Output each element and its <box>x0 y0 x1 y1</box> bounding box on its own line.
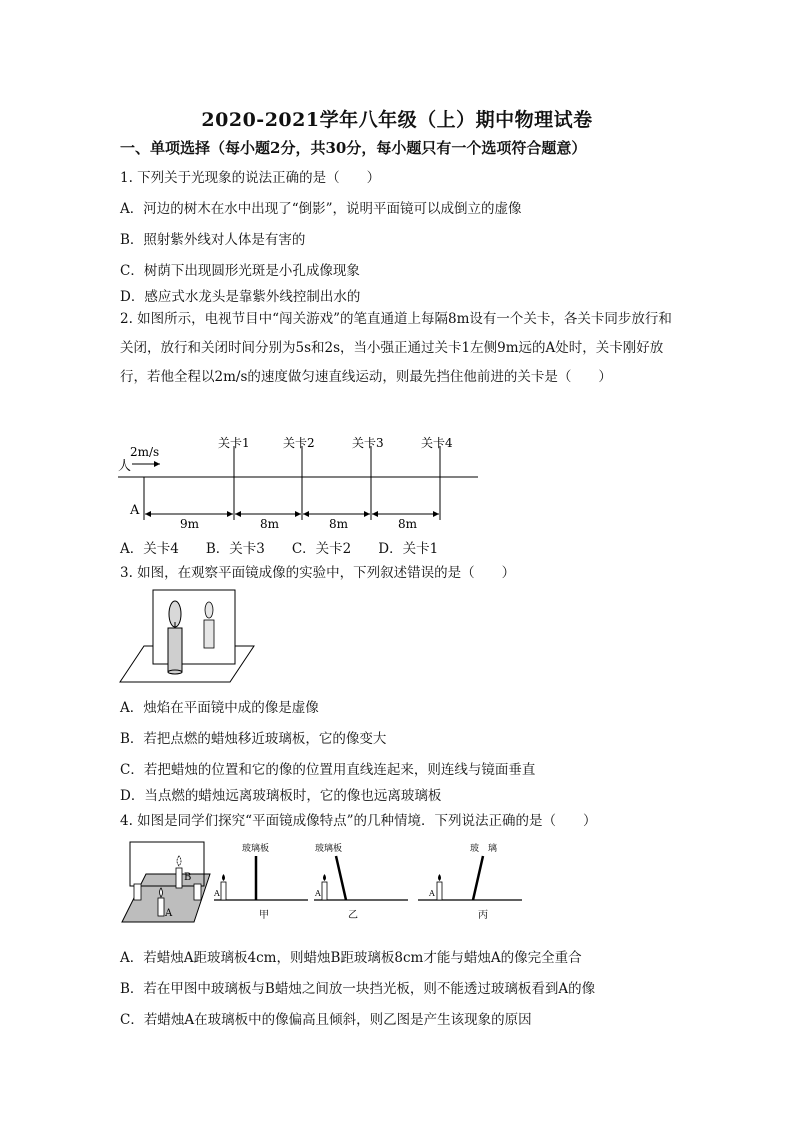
caption-jia: 甲 <box>259 910 269 921</box>
flame-bing-icon <box>438 874 441 881</box>
q4-option-b: B．若在甲图中玻璃板与B蜡烛之间放一块挡光板，则不能透过玻璃板看到A的像 <box>120 981 596 997</box>
svg-text:A: A <box>315 889 321 898</box>
gate-2-label: 关卡2 <box>283 436 315 450</box>
svg-text:A: A <box>214 889 220 898</box>
q2-options: A．关卡4 B．关卡3 C．关卡2 D．关卡1 <box>120 541 439 557</box>
candle-a-icon <box>158 898 164 916</box>
board-label-yi: 玻璃板 <box>315 844 343 854</box>
q4-option-a: A．若蜡烛A距玻璃板4cm，则蜡烛B距玻璃板8cm才能与蜡烛A的像完全重合 <box>120 950 582 966</box>
q1-option-b: B．照射紫外线对人体是有害的 <box>120 232 306 248</box>
image-candle-icon <box>204 620 214 648</box>
gate-4-label: 关卡4 <box>421 436 453 450</box>
candle-jia-icon <box>221 882 226 900</box>
q2-stem: 2. 如图所示，电视节目中“闯关游戏”的笔直通道上每隔8m设有一个关卡，各关卡同步放行和关闭，放行和关闭时间分别为5s和2s，当小强正通过关卡1左侧9m远的A处时，关卡刚好放行，若他全程以2m/s的速度做匀速直线运动，则最先挡住他前进的关卡是（ ） <box>120 311 672 385</box>
glass-plate <box>153 590 235 664</box>
q3-option-a: A．烛焰在平面镜中成的像是虚像 <box>120 700 319 716</box>
flame-jia-icon <box>222 874 225 881</box>
candle-b-icon <box>176 868 182 888</box>
exam-title: 2020-2021学年八年级（上）期中物理试卷 <box>201 109 593 131</box>
caption-yi: 乙 <box>348 910 358 921</box>
q2-gate-figure <box>118 432 488 532</box>
q1-stem: 1. 下列关于光现象的说法正确的是（ ） <box>120 170 381 186</box>
lit-candle-icon <box>168 628 182 672</box>
q3-stem: 3. 如图，在观察平面镜成像的实验中，下列叙述错误的是（ ） <box>120 565 516 581</box>
gate-1-label: 关卡1 <box>218 436 250 450</box>
section-heading: 一、单项选择（每小题2分，共30分，每小题只有一个选项符合题意） <box>120 139 587 157</box>
right-support <box>194 884 201 900</box>
glass-bing <box>473 856 483 900</box>
label-b: B <box>184 872 192 883</box>
flame-yi-icon <box>323 874 326 881</box>
q3-option-b: B．若把点燃的蜡烛移近玻璃板，它的像变大 <box>120 731 387 747</box>
image-flame-icon <box>177 856 181 866</box>
q3-option-c: C．若把蜡烛的位置和它的像的位置用直线连起来，则连线与镜面垂直 <box>120 762 536 778</box>
candle-a-flame-icon <box>160 888 163 897</box>
svg-text:A: A <box>429 889 435 898</box>
caption-bing: 丙 <box>478 910 488 921</box>
q1-option-d: D．感应式水龙头是靠紫外线控制出水的 <box>120 289 361 305</box>
q1-option-c: C．树荫下出现圆形光斑是小孔成像现象 <box>120 263 360 279</box>
q4-stem: 4. 如图是同学们探究“平面镜成像特点”的几种情境．下列说法正确的是（ ） <box>120 813 597 829</box>
glass-yi <box>336 856 346 900</box>
label-a: A <box>165 908 173 919</box>
distance-8m-3: 8m <box>398 517 418 531</box>
q4-option-c: C．若蜡烛A在玻璃板中的像偏高且倾斜，则乙图是产生该现象的原因 <box>120 1012 532 1028</box>
person-label: 人 <box>118 459 132 474</box>
left-support <box>134 884 141 900</box>
point-a-label: A <box>130 503 140 518</box>
speed-label: 2m/s <box>130 445 160 459</box>
board-label-jia: 玻璃板 <box>242 844 270 854</box>
q4-figures <box>118 838 528 926</box>
image-flame-icon <box>205 602 213 618</box>
distance-8m-1: 8m <box>260 517 280 531</box>
q3-mirror-figure <box>118 588 258 688</box>
distance-8m-2: 8m <box>329 517 349 531</box>
gate-3-label: 关卡3 <box>352 436 384 450</box>
board-label-bing: 玻 璃 <box>470 844 498 854</box>
distance-9m: 9m <box>180 517 200 531</box>
candle-bing-icon <box>437 882 442 900</box>
candle-yi-icon <box>322 882 327 900</box>
q1-option-a: A．河边的树木在水中出现了“倒影”，说明平面镜可以成倒立的虚像 <box>120 201 522 217</box>
speed-arrowhead <box>154 461 160 467</box>
q3-option-d: D．当点燃的蜡烛远离玻璃板时，它的像也远离玻璃板 <box>120 788 442 804</box>
